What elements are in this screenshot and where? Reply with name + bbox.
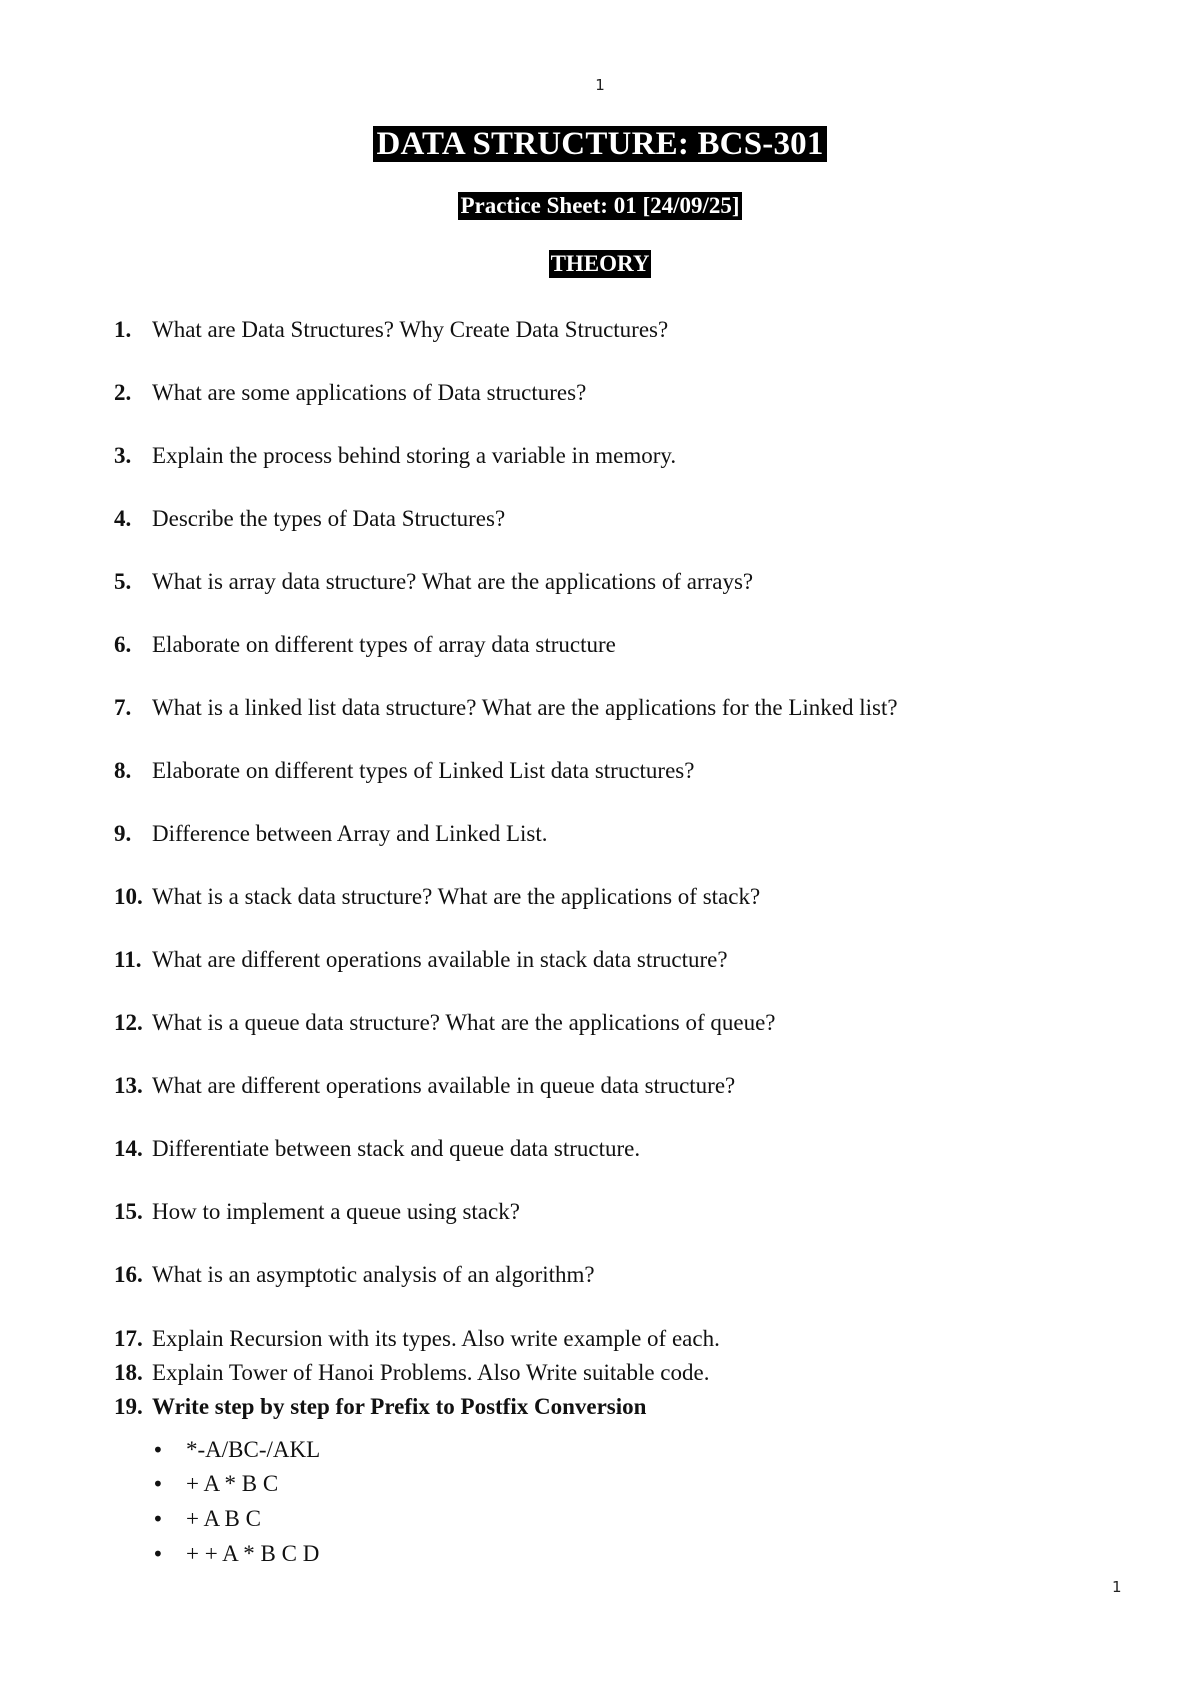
bullet-icon: • [152, 1542, 164, 1566]
subtitle-container [0, 192, 1200, 220]
section-heading-theory: THEORY [550, 251, 650, 276]
question-number: 9. [114, 821, 132, 846]
question-number: 4. [114, 506, 132, 531]
question-item [114, 1198, 520, 1226]
expression-item [152, 1505, 261, 1533]
question-text: What is a linked list data structure? What are the applications for the Linked list? [152, 695, 898, 720]
question-text: How to implement a queue using stack? [152, 1199, 520, 1224]
question-text: What is array data structure? What are the applications of arrays? [152, 569, 754, 594]
question-text: What is a stack data structure? What are the applications of stack? [152, 884, 761, 909]
document-title: DATA STRUCTURE: BCS-301 [373, 126, 826, 162]
title-container [0, 126, 1200, 162]
question-text: Elaborate on different types of array data structure [152, 632, 616, 657]
question-text: What are some applications of Data structures? [152, 380, 587, 405]
question-number: 17. [114, 1326, 143, 1351]
question-number: 1. [114, 317, 132, 342]
question-number: 15. [114, 1199, 143, 1224]
page-number-top: 1 [595, 76, 605, 94]
question-text: Difference between Array and Linked List. [152, 821, 548, 846]
question-number: 3. [114, 443, 132, 468]
section-container [0, 250, 1200, 278]
question-text: Differentiate between stack and queue data structure. [152, 1136, 641, 1161]
question-item [114, 1072, 735, 1100]
expression-item [152, 1470, 278, 1498]
expression-text: + A B C [186, 1506, 261, 1531]
question-number: 12. [114, 1010, 143, 1035]
question-number: 19. [114, 1394, 143, 1419]
expression-text: *-A/BC-/AKL [186, 1437, 321, 1462]
question-text: What are Data Structures? Why Create Data Structures? [152, 317, 669, 342]
practice-sheet-subtitle: Practice Sheet: 01 [24/09/25] [460, 193, 740, 218]
question-number: 5. [114, 569, 132, 594]
question-number: 18. [114, 1360, 143, 1385]
question-item [114, 1393, 646, 1421]
question-item [114, 757, 694, 785]
question-number: 8. [114, 758, 132, 783]
question-text: Describe the types of Data Structures? [152, 506, 506, 531]
question-number: 10. [114, 884, 143, 909]
page-number-bottom: 1 [1112, 1578, 1122, 1596]
question-item [114, 946, 728, 974]
question-number: 6. [114, 632, 132, 657]
question-item [114, 316, 668, 344]
bullet-icon: • [152, 1507, 164, 1531]
expression-text: + A * B C [186, 1471, 279, 1496]
question-item [114, 694, 898, 722]
question-item [114, 1359, 709, 1387]
question-text: What is a queue data structure? What are the applications of queue? [152, 1010, 776, 1035]
question-text: Explain Recursion with its types. Also write example of each. [152, 1326, 720, 1351]
question-item [114, 883, 760, 911]
question-item [114, 1325, 720, 1353]
question-item [114, 505, 505, 533]
question-number: 7. [114, 695, 132, 720]
question-item [114, 379, 586, 407]
question-text: Explain Tower of Hanoi Problems. Also Write suitable code. [152, 1360, 710, 1385]
expression-item [152, 1540, 319, 1568]
question-number: 14. [114, 1136, 143, 1161]
question-item [114, 820, 548, 848]
question-text: Elaborate on different types of Linked List data structures? [152, 758, 695, 783]
question-text: Write step by step for Prefix to Postfix Conversion [152, 1394, 647, 1419]
question-item [114, 631, 616, 659]
question-text: What are different operations available in queue data structure? [152, 1073, 736, 1098]
question-item [114, 442, 676, 470]
bullet-icon: • [152, 1438, 164, 1462]
question-item [114, 568, 753, 596]
question-item [114, 1009, 776, 1037]
question-text: Explain the process behind storing a variable in memory. [152, 443, 677, 468]
question-text: What is an asymptotic analysis of an algorithm? [152, 1262, 595, 1287]
question-number: 16. [114, 1262, 143, 1287]
bullet-icon: • [152, 1472, 164, 1496]
question-number: 11. [114, 947, 142, 972]
expression-text: + + A * B C D [186, 1541, 320, 1566]
question-number: 13. [114, 1073, 143, 1098]
expression-item [152, 1436, 320, 1464]
question-text: What are different operations available in stack data structure? [152, 947, 728, 972]
question-item [114, 1261, 595, 1289]
question-item [114, 1135, 640, 1163]
question-number: 2. [114, 380, 132, 405]
